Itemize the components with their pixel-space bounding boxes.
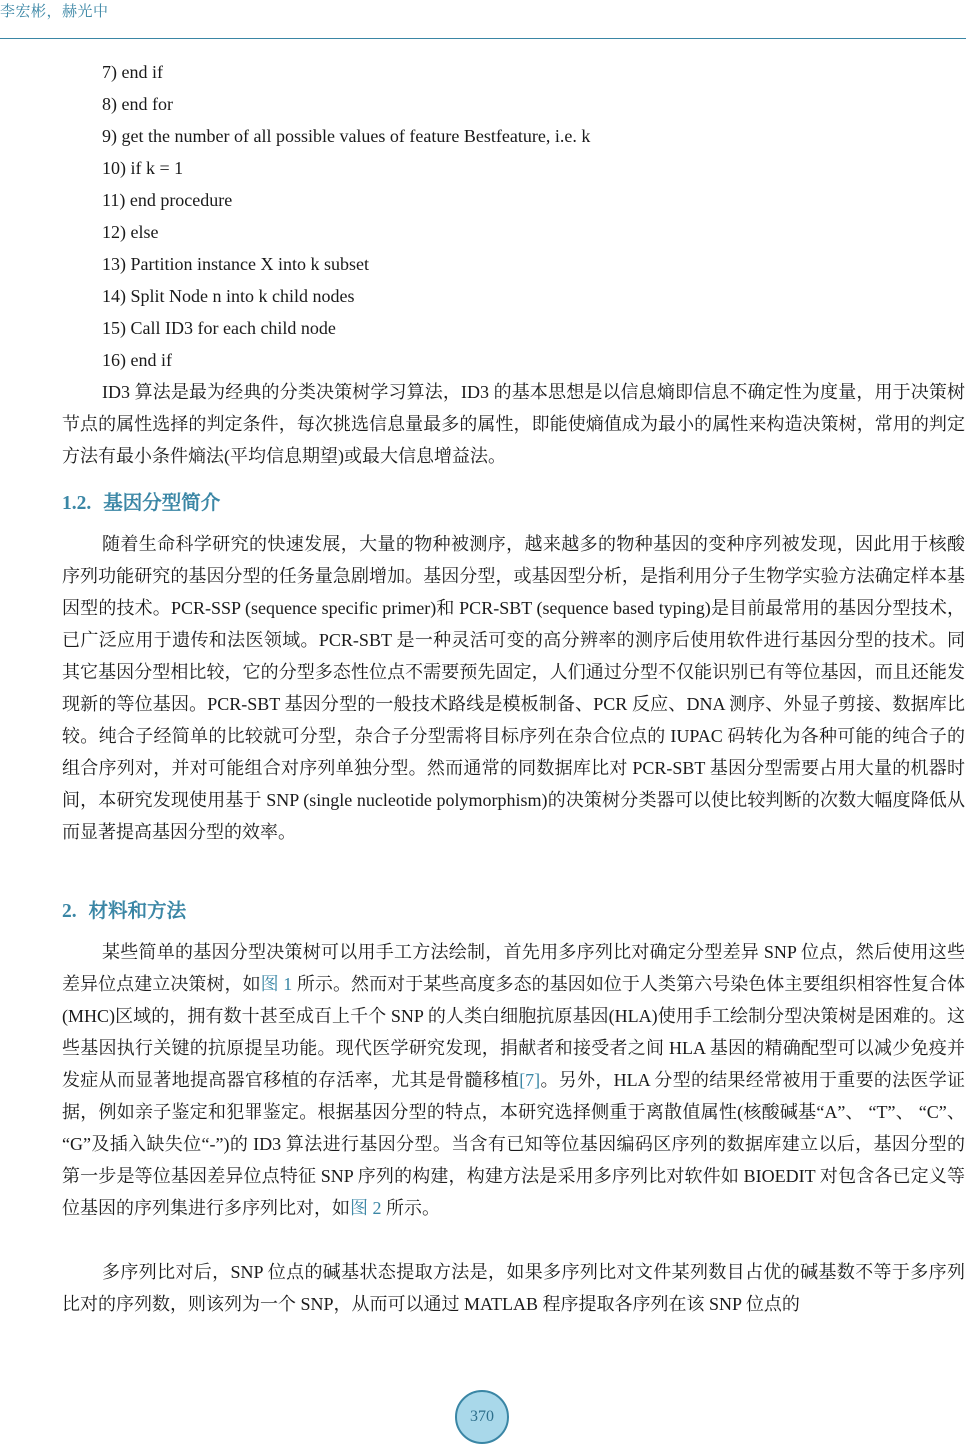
running-head: 李宏彬，赫光中 — [0, 4, 109, 20]
algorithm-line: 11) end procedure — [102, 190, 233, 210]
methods-text: 某些简单的基因分型决策树可以用手工方法绘制，首先用多序列比对确定分型差异 SNP 位点，然后使用这些差异位点建立决策树，如 — [62, 942, 965, 994]
algorithm-line: 13) Partition instance X into k subset — [102, 254, 369, 274]
algorithm-line: 14) Split Node n into k child nodes — [102, 286, 355, 306]
reference-7-link[interactable]: [7] — [519, 1070, 541, 1090]
section-heading-1-2 — [62, 487, 220, 515]
page-number: 370 — [470, 1408, 494, 1425]
paragraph-snp: 多序列比对后，SNP 位点的碱基状态提取方法是，如果多序列比对文件某列数目占优的碱基数不等于多序列比对的序列数，则该列为一个 SNP，从而可以通过 MATLAB 程序提取各序列在该 SNP 位点的 — [62, 1262, 965, 1314]
algorithm-line: 7) end if — [102, 62, 163, 82]
algorithm-line: 15) Call ID3 for each child node — [102, 318, 336, 338]
methods-text: 。另外，HLA 分型的结果经常被用于重要的法医学证据，例如亲子鉴定和犯罪鉴定。根据基因分型的特点，本研究选择侧重于离散值属性(核酸碱基“A”、 “T”、 “C”、 “G”及插入缺失位“-”)的 ID3 算法进行基因分型。当含有已知等位基因编码区序列的数据库建立以后，基因分型的第一步是等位基因差异位点特征 SNP 序列的构建，构建方法是采用多序列比对软件如 BIOEDIT 对包含各已定义等位基因的序列集进行多序列比对，如 — [62, 1070, 966, 1218]
algorithm-line: 10) if k = 1 — [102, 158, 184, 178]
algorithm-line: 12) else — [102, 222, 159, 242]
methods-text: 所示。 — [381, 1198, 440, 1218]
figure-1-link[interactable]: 图 1 — [260, 974, 293, 994]
algorithm-line: 16) end if — [102, 350, 172, 370]
algorithm-line: 9) get the number of all possible values of feature Bestfeature, i.e. k — [102, 126, 591, 146]
methods-text: 所示。然而对于某些高度多态的基因如位于人类第六号染色体主要组织相容性复合体(MHC)区域的，拥有数十甚至成百上千个 SNP 的人类白细胞抗原基因(HLA)使用手工绘制分型决策树是困难的。这些基因执行关键的抗原提呈功能。现代医学研究发现，捐献者和接受者之间 HLA 基因的精确配型可以减少免疫并发症从而显著地提高器官移植的存活率，尤其是骨髓移植 — [62, 974, 966, 1090]
algorithm-line: 8) end for — [102, 94, 173, 114]
header-rule — [0, 38, 966, 39]
section-heading-2 — [62, 895, 186, 923]
paragraph-methods — [62, 936, 965, 1224]
paragraph-genotyping: 随着生命科学研究的快速发展，大量的物种被测序，越来越多的物种基因的变种序列被发现，因此用于核酸序列功能研究的基因分型的任务量急剧增加。基因分型，或基因型分析，是指利用分子生物学实验方法确定样本基因型的技术。PCR-SSP (sequence specific primer)和 PCR-SBT (sequence based typing)是目前最常用的基因分型技术，已广泛应用于遗传和法医领域。PCR-SBT 是一种灵活可变的高分辨率的测序后使用软件进行基因分型的技术。同其它基因分型相比较，它的分型多态性位点不需要预先固定，人们通过分型不仅能识别已有等位基因，而且还能发现新的等位基因。PCR-SBT 基因分型的一般技术路线是模板制备、PCR 反应、DNA 测序、外显子剪接、数据库比较。纯合子经简单的比较就可分型，杂合子分型需将目标序列在杂合位点的 IUPAC 码转化为各种可能的纯合子的组合序列对，并对可能组合对序列单独分型。然而通常的同数据库比对 PCR-SBT 基因分型需要占用大量的机器时间，本研究发现使用基于 SNP (single nucleotide polymorphism)的决策树分类器可以使比较判断的次数大幅度降低从而显著提高基因分型的效率。 — [62, 534, 965, 842]
figure-2-link[interactable]: 图 2 — [350, 1198, 382, 1218]
section-title: 基因分型简介 — [103, 492, 221, 514]
section-number: 1.2. — [62, 493, 92, 514]
section-title: 材料和方法 — [88, 900, 187, 922]
section-number: 2. — [62, 901, 77, 922]
paragraph-id3: ID3 算法是最为经典的分类决策树学习算法，ID3 的基本思想是以信息熵即信息不确定性为度量，用于决策树节点的属性选择的判定条件，每次挑选信息量最多的属性，即能使熵值成为最小的属性来构造决策树，常用的判定方法有最小条件熵法(平均信息期望)或最大信息增益法。 — [62, 382, 965, 466]
page-number-badge — [455, 1390, 509, 1444]
